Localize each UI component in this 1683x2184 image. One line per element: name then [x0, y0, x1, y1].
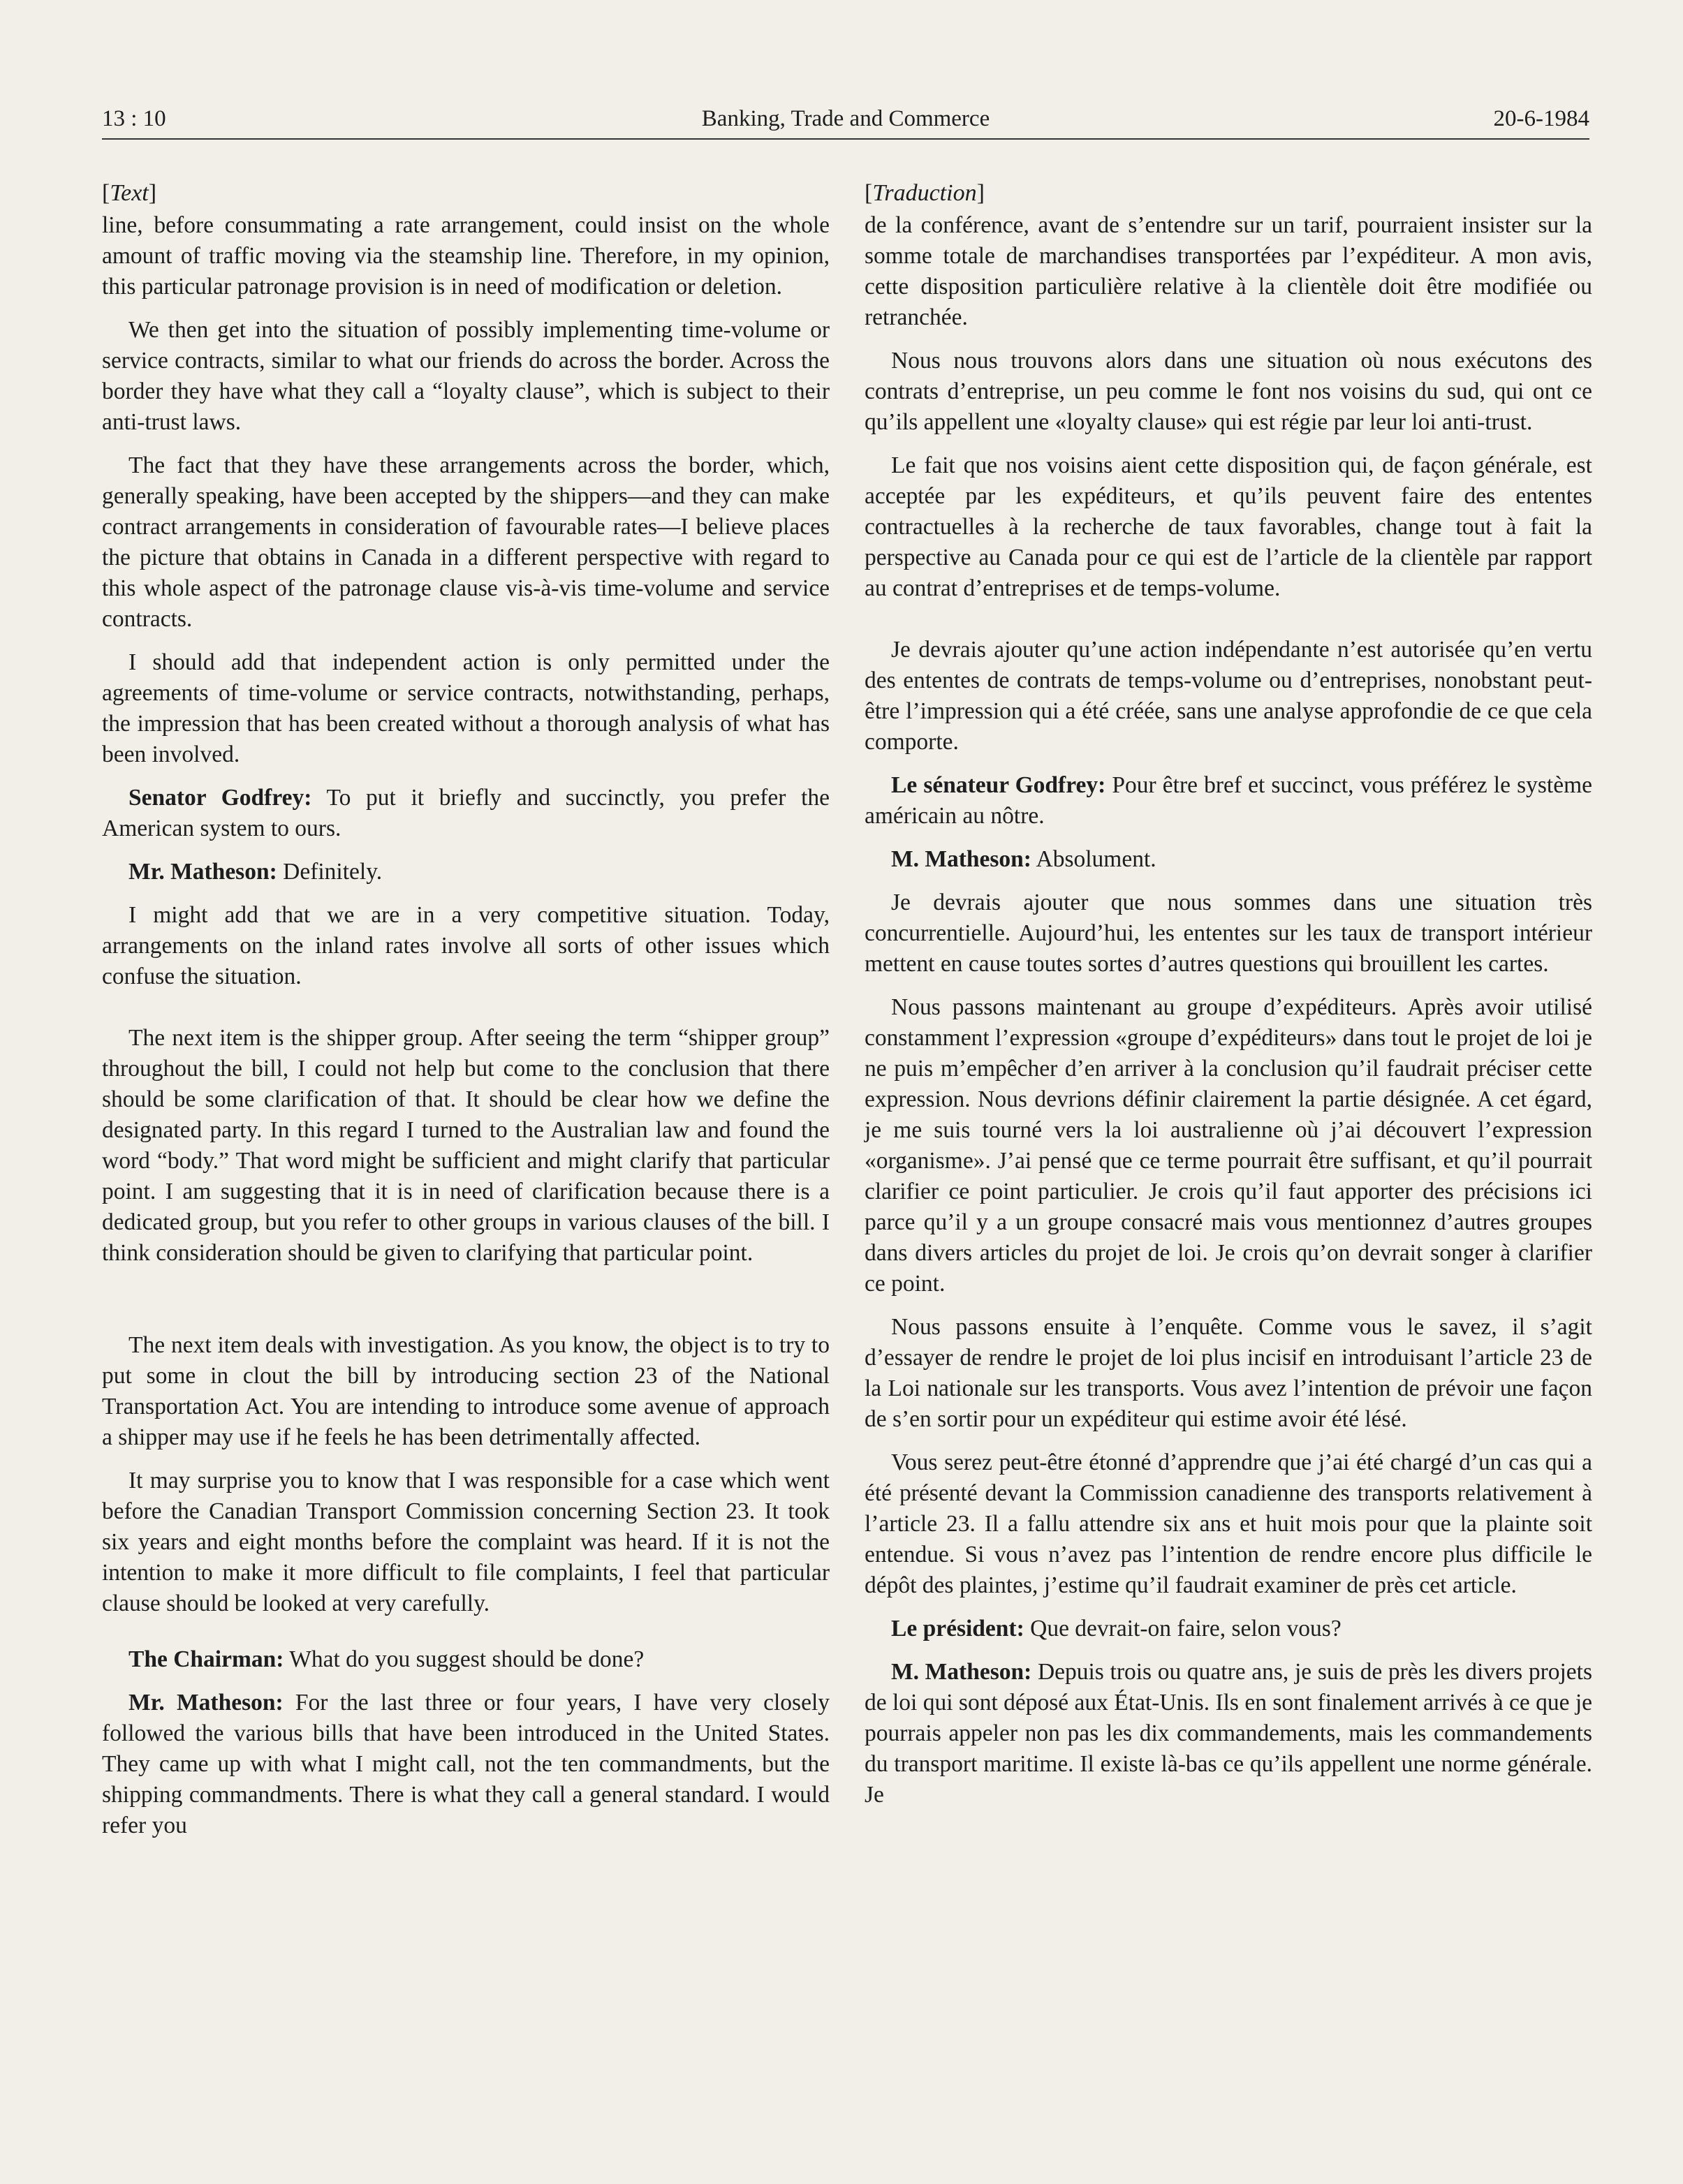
publication-title: Banking, Trade and Commerce: [701, 106, 990, 131]
speaker-name: Mr. Matheson:: [128, 859, 277, 885]
french-tag: [Traduction]: [865, 180, 985, 206]
paragraph: Le fait que nos voisins aient cette disposition qui, de façon générale, est acceptée par les expéditeurs, et qu’ils peuvent faire des ententes contractuelles à la recherche de taux favorables, change tout à fait la perspective au Canada pour ce qui est de l’article de la clientèle par rapport au contrat d’entreprises et de temps-volume.: [865, 452, 1592, 601]
paragraph: Nous passons ensuite à l’enquête. Comme vous le savez, il s’agit d’essayer de rendre le projet de loi plus incisif en introduisant l’article 23 de la Loi nationale sur les transports. Vous avez l’intention de prévoir une façon de s’en sortir pour un expéditeur qui estime avoir été lésé.: [865, 1314, 1592, 1432]
french-column: [865, 178, 1592, 1823]
paragraph: line, before consummating a rate arrangement, could insist on the whole amount of traffic moving via the steamship line. Therefore, in my opinion, this particular patronage provision is in need of modification or deletion.: [102, 212, 830, 300]
speaker-name: Le président:: [891, 1616, 1024, 1641]
paragraph: We then get into the situation of possibly implementing time-volume or service contracts, similar to what our friends do across the border. Across the border they have what they call a “loyalty clause”, which is subject to their anti-trust laws.: [102, 317, 830, 435]
page-date: 20-6-1984: [1493, 106, 1589, 131]
speaker-paragraph: Le sénateur Godfrey: Pour être bref et succinct, vous préférez le système américain au nôtre.: [865, 772, 1593, 829]
speaker-name: The Chairman:: [128, 1646, 284, 1672]
paragraph: Je devrais ajouter qu’une action indépendante n’est autorisée qu’en vertu des ententes de contrats de temps-volume ou d’entreprises, nonobstant peut-être l’impression qui a été créée, sans une analyse approfondie de ce que cela comporte.: [865, 637, 1592, 755]
paragraph: Nous nous trouvons alors dans une situation où nous exécutons des contrats d’entreprise, un peu comme le font nos voisins du sud, qui ont ce qu’ils appellent une «loyalty clause» qui est régie par leur loi anti-trust.: [865, 348, 1592, 435]
speaker-paragraph: M. Matheson: Depuis trois ou quatre ans, je suis de près les divers projets de loi qui sont déposé aux État-Unis. Ils en sont finalement arrivés à ce que je pourrais appeler non pas les dix commandements, mais les commandements du transport maritime. Il existe là-bas ce qu’ils appellent une norme générale. Je: [865, 1659, 1592, 1808]
page-header: [102, 103, 1589, 140]
paragraph: The next item is the shipper group. After seeing the term “shipper group” throughout the bill, I could not help but come to the conclusion that there should be some clarification of that. It should be clear how we define the designated party. In this regard I turned to the Australian law and found the word “body.” That word might be sufficient and might clarify that particular point. I am suggesting that it is in need of clarification because there is a dedicated group, but you refer to other groups in various clauses of the bill. I think consideration should be given to clarifying that particular point.: [102, 1025, 830, 1266]
speaker-name: M. Matheson:: [891, 1659, 1032, 1685]
paragraph: Nous passons maintenant au groupe d’expéditeurs. Après avoir utilisé constamment l’expression «groupe d’expéditeurs» dans tout le projet de loi je ne puis m’empêcher d’en arriver à la conclusion qu’il faudrait préciser cette expression. Nous devrions définir clairement la partie désignée. A cet égard, je me suis tourné vers la loi australienne où j’ai découvert l’expression «organisme». J’ai pensé que ce terme pourrait être suffisant, et qu’il pourrait clarifier ce point particulier. Je crois qu’il faut apporter des précisions ici parce qu’il y a un groupe consacré mais vous mentionnez d’autres groupes dans divers articles du projet de loi. Je crois qu’on devrait songer à clarifier ce point.: [865, 994, 1592, 1297]
paragraph: The fact that they have these arrangements across the border, which, generally speaking, have been accepted by the shippers—and they can make contract arrangements in consideration of favourable rates—I believe places the picture that obtains in Canada in a different perspective with regard to this whole aspect of the patronage clause vis-à-vis time-volume and service contracts.: [102, 452, 830, 632]
speaker-paragraph: Senator Godfrey: To put it briefly and succinctly, you prefer the American system to ours.: [102, 785, 830, 841]
speaker-name: Mr. Matheson:: [128, 1690, 284, 1716]
english-tag: [Text]: [102, 180, 157, 206]
speaker-name: Senator Godfrey:: [128, 785, 312, 811]
speaker-paragraph: Mr. Matheson: Definitely.: [128, 859, 383, 885]
speaker-name: Le sénateur Godfrey:: [891, 772, 1106, 798]
speaker-paragraph: The Chairman: What do you suggest should be done?: [128, 1646, 645, 1672]
paragraph: I might add that we are in a very competitive situation. Today, arrangements on the inland rates involve all sorts of other issues which confuse the situation.: [102, 902, 830, 989]
paragraph: de la conférence, avant de s’entendre sur un tarif, pourraient insister sur la somme totale de marchandises transportées par l’expéditeur. A mon avis, cette disposition particulière relative à la clientèle doit être modifiée ou retranchée.: [865, 212, 1592, 330]
speaker-paragraph: Mr. Matheson: For the last three or four years, I have very closely followed the various bills that have been introduced in the United States. They came up with what I might call, not the ten commandments, but the shipping commandments. There is what they call a general standard. I would refer you: [102, 1690, 830, 1838]
speaker-paragraph: M. Matheson: Absolument.: [891, 846, 1156, 872]
paragraph: I should add that independent action is only permitted under the agreements of time-volume or service contracts, notwithstanding, perhaps, the impression that has been created without a thorough analysis of what has been involved.: [102, 649, 830, 767]
page-number: 13 : 10: [102, 106, 166, 131]
speaker-paragraph: Le président: Que devrait-on faire, selon vous?: [891, 1616, 1342, 1641]
paragraph: The next item deals with investigation. As you know, the object is to try to put some in clout the bill by introducing section 23 of the National Transportation Act. You are intending to introduce some avenue of approach a shipper may use if he feels he has been detrimentally affected.: [102, 1332, 830, 1450]
speaker-name: M. Matheson:: [891, 846, 1031, 872]
paragraph: Vous serez peut-être étonné d’apprendre que j’ai été chargé d’un cas qui a été présenté devant la Commission canadienne des transports relativement à l’article 23. Il a fallu attendre six ans et huit mois pour que la plainte soit entendue. Si vous n’avez pas l’intention de rendre encore plus difficile le dépôt des plaintes, j’estime qu’il faudrait examiner de près cet article.: [865, 1449, 1592, 1598]
english-column: [102, 178, 830, 1854]
paragraph: Je devrais ajouter que nous sommes dans une situation très concurrentielle. Aujourd’hui, les ententes sur les taux de transport intérieur mettent en cause toutes sortes d’autres questions qui brouillent les cartes.: [865, 890, 1592, 977]
paragraph: It may surprise you to know that I was responsible for a case which went before the Canadian Transport Commission concerning Section 23. It took six years and eight months before the complaint was heard. If it is not the intention to make it more difficult to file complaints, I feel that particular clause should be looked at very carefully.: [102, 1468, 830, 1616]
